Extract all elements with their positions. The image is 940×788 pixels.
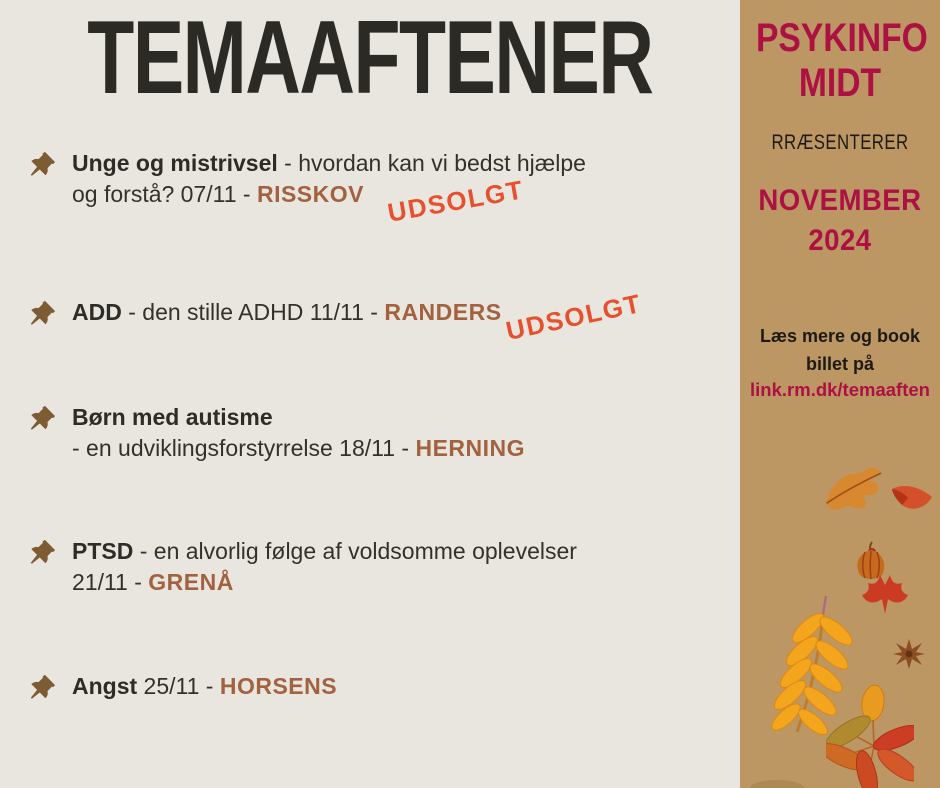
event-name: PTSD: [72, 538, 134, 564]
event-item-ptsd: [26, 536, 706, 598]
event-description: - den stille ADHD 11/11 -: [121, 299, 385, 325]
event-location: RANDERS: [384, 299, 502, 325]
month-label: NOVEMBER: [758, 184, 922, 217]
pushpin-icon: [26, 403, 58, 435]
event-item-angst: [26, 671, 706, 704]
pushpin-icon: [26, 298, 58, 330]
month-year-label: [748, 181, 932, 261]
brand-line1: PSYKINFO: [756, 16, 928, 60]
event-description: - hvordan kan vi bedst hjælpe: [277, 150, 586, 176]
event-name: Angst: [72, 673, 138, 699]
event-location: RISSKOV: [256, 181, 364, 207]
title-area: [0, 0, 740, 116]
maple-leaf-image: [858, 570, 912, 614]
event-date: 25/11 -: [137, 673, 220, 699]
cta-text: [740, 322, 940, 378]
event-text: [72, 671, 337, 702]
presents-label: RRÆSENTERER: [771, 131, 909, 154]
event-item-unge-og-mistrivsel: [26, 148, 706, 210]
pushpin-icon: [26, 672, 58, 704]
year-label: 2024: [808, 224, 872, 257]
pushpin-icon: [26, 537, 58, 569]
event-name: Unge og mistrivsel: [72, 150, 278, 176]
sold-out-stamp: UDSOLGT: [385, 174, 527, 228]
brand-line2: MIDT: [798, 61, 882, 105]
event-date: 21/11 -: [72, 569, 149, 595]
event-name: ADD: [72, 299, 122, 325]
oak-leaf-image: [820, 466, 890, 520]
sidebar-panel: [740, 0, 940, 788]
brand-title: [756, 16, 928, 106]
clipped-leaf-edge: [750, 780, 804, 788]
event-description: - en udviklingsforstyrrelse 18/11 -: [72, 435, 416, 461]
star-anise-image: [892, 638, 926, 670]
event-date: og forstå? 07/11 -: [72, 181, 257, 207]
event-location: HORSENS: [219, 673, 338, 699]
booking-link[interactable]: link.rm.dk/temaaften: [750, 379, 930, 400]
event-location: HERNING: [415, 435, 526, 461]
event-description: - en alvorlig følge af voldsomme oplevelser: [133, 538, 577, 564]
sold-out-stamp: UDSOLGT: [503, 288, 645, 346]
poster-title: TEMAAFTENER: [87, 0, 653, 116]
cta-line2: billet på: [805, 354, 874, 374]
event-text: [72, 402, 525, 464]
event-item-born-med-autisme: [26, 402, 706, 464]
red-leaf-image: [890, 482, 934, 514]
event-location: GRENÅ: [148, 569, 234, 595]
creeper-leaf-image: [826, 684, 914, 788]
cta-line1: Læs mere og book: [759, 326, 921, 346]
event-text: [72, 297, 502, 328]
pushpin-icon: [26, 149, 58, 181]
event-name: Børn med autisme: [72, 404, 273, 430]
event-text: [72, 536, 577, 598]
